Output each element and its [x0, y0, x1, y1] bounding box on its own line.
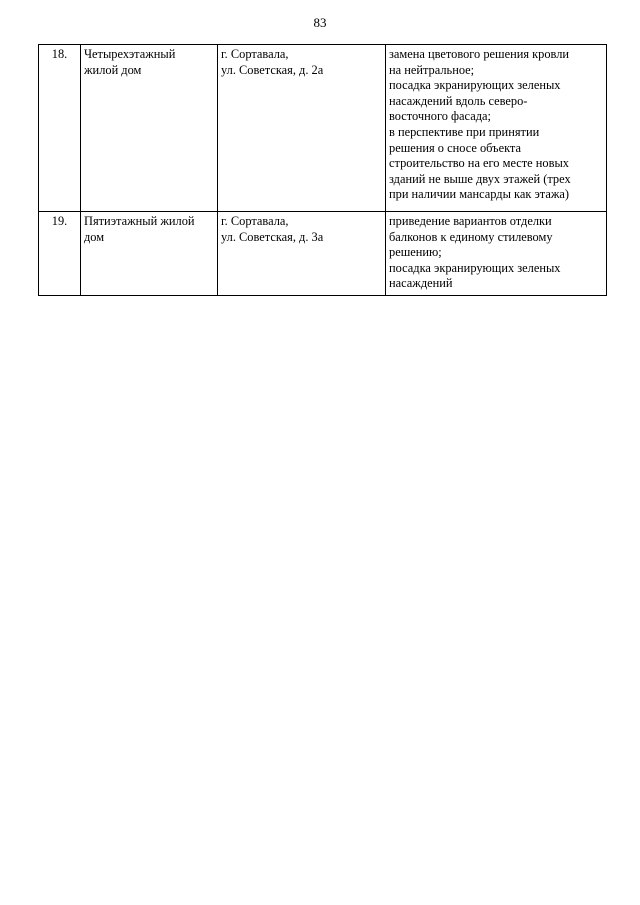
recommendation-line: решению; [389, 245, 442, 260]
address-line: г. Сортавала, [221, 214, 289, 228]
object-name-cell [81, 212, 218, 296]
recommendation-line: балконов к единому стилевому [389, 229, 553, 244]
object-name-cell [81, 45, 218, 212]
table-row [39, 212, 607, 296]
address-cell [218, 212, 386, 296]
recommendation-line: приведение вариантов отделки [389, 214, 552, 228]
page-number: 83 [313, 15, 327, 30]
row-number: 18. [51, 47, 68, 61]
object-name-line: дом [84, 229, 105, 244]
table-row [39, 45, 607, 212]
recommendation-line: восточного фасада; [389, 109, 491, 124]
recommendation-cell [386, 45, 607, 212]
objects-table [38, 44, 607, 296]
recommendation-line: насаждений вдоль северо- [389, 93, 528, 108]
recommendation-line: на нейтральное; [389, 62, 475, 77]
recommendation-line: насаждений [389, 276, 453, 291]
recommendation-cell [386, 212, 607, 296]
recommendation-line: решения о сносе объекта [389, 140, 521, 155]
recommendation-line: при наличии мансарды как этажа) [389, 187, 570, 202]
row-number-cell [39, 212, 81, 296]
address-line: ул. Советская, д. 2а [221, 62, 324, 77]
recommendation-line: в перспективе при принятии [389, 124, 540, 139]
address-line: ул. Советская, д. 3а [221, 229, 324, 244]
row-number: 19. [51, 214, 68, 228]
row-number-cell [39, 45, 81, 212]
recommendation-line: замена цветового решения кровли [389, 47, 570, 61]
object-name-line: жилой дом [84, 62, 142, 77]
address-line: г. Сортавала, [221, 47, 289, 61]
object-name-line: Четырехэтажный [84, 47, 176, 61]
recommendation-line: посадка экранирующих зеленых [389, 78, 561, 93]
recommendation-line: зданий не выше двух этажей (трех [389, 171, 571, 186]
recommendation-line: строительство на его месте новых [389, 156, 569, 171]
address-cell [218, 45, 386, 212]
recommendation-line: посадка экранирующих зеленых [389, 260, 561, 275]
object-name-line: Пятиэтажный жилой [84, 214, 195, 228]
